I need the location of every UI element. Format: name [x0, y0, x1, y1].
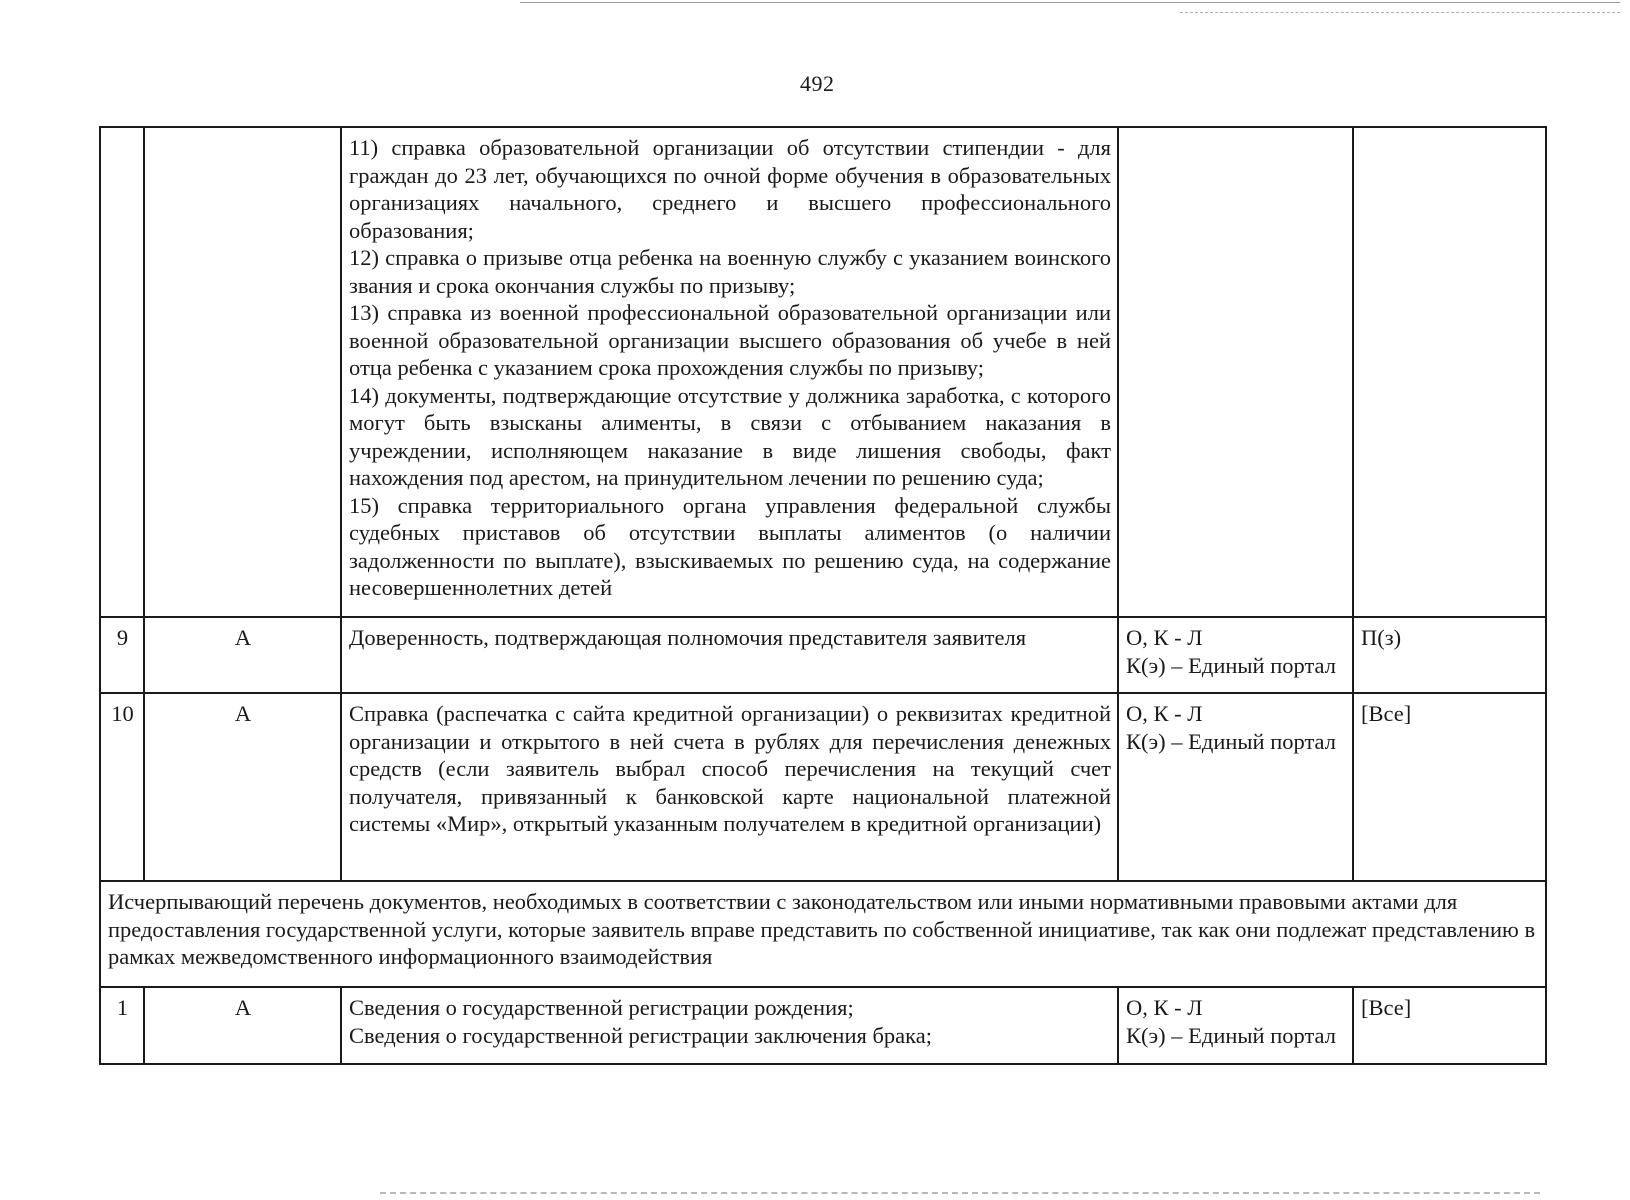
cell-result: [Все]	[1353, 987, 1546, 1064]
table-row	[100, 987, 1546, 1064]
list-item: 13) справка из военной профессиональной образовательной организации или военной образовательной организации высшего образования об учебе в ней отца ребенка с указанием срока прохождения службы по призыву;	[349, 300, 1111, 380]
form-line: О, К - Л	[1126, 625, 1203, 650]
cell-category: А	[144, 693, 341, 881]
scan-edge-top-dashed	[1180, 12, 1620, 13]
form-line: К(э) – Единый портал	[1126, 728, 1336, 754]
cell-num: 9	[100, 617, 144, 693]
table-row	[100, 693, 1546, 881]
document-line: Сведения о государственной регистрации рождения;	[349, 995, 854, 1020]
cell-category-empty	[144, 127, 341, 617]
form-line: К(э) – Единый портал	[1126, 652, 1336, 678]
cell-num: 1	[100, 987, 144, 1064]
list-item: 11) справка образовательной организации об отсутствии стипендии - для граждан до 23 лет, обучающихся по очной форме обучения в образовательных организациях начального, среднего и высшего профессионального образования;	[349, 135, 1111, 243]
cell-category: А	[144, 987, 341, 1064]
cell-form	[1118, 987, 1353, 1064]
cell-category: А	[144, 617, 341, 693]
cell-num: 10	[100, 693, 144, 881]
list-item: 12) справка о призыве отца ребенка на военную службу с указанием воинского звания и срока окончания службы по призыву;	[349, 245, 1111, 298]
document-text: Доверенность, подтверждающая полномочия представителя заявителя	[349, 625, 1027, 650]
table-row	[100, 617, 1546, 693]
section-header: Исчерпывающий перечень документов, необходимых в соответствии с законодательством или иными нормативными правовыми актами для предоставления государственной услуги, которые заявитель вправе представить по собственной инициативе, так как они подлежат представлению в рамках межведомственного информационного взаимодействия	[100, 881, 1546, 987]
cell-form	[1118, 617, 1353, 693]
cell-form	[1118, 693, 1353, 881]
cell-document-list	[341, 127, 1118, 617]
cell-document	[341, 693, 1118, 881]
page-number: 492	[800, 71, 835, 96]
cell-result: П(з)	[1353, 617, 1546, 693]
cell-document	[341, 987, 1118, 1064]
cell-document	[341, 617, 1118, 693]
list-item: 15) справка территориального органа управления федеральной службы судебных приставов об отсутствии выплаты алиментов (о наличии задолженности по выплате), взыскиваемых по решению суда, на содержание несовершеннолетних детей	[349, 492, 1111, 600]
form-line: О, К - Л	[1126, 701, 1203, 726]
list-item: 14) документы, подтверждающие отсутствие у должника заработка, с которого могут быть взысканы алименты, в связи с отбыванием наказания в учреждении, исполняющем наказание в виде лишения свободы, факт нахождения под арестом, на принудительном лечении по решению суда;	[349, 382, 1111, 490]
form-line: О, К - Л	[1126, 995, 1203, 1020]
cell-result: [Все]	[1353, 693, 1546, 881]
table-section-row	[100, 881, 1546, 987]
cell-result-empty	[1353, 127, 1546, 617]
documents-table	[99, 126, 1547, 1065]
document-line: Сведения о государственной регистрации заключения брака;	[349, 1022, 932, 1048]
form-line: К(э) – Единый портал	[1126, 1022, 1336, 1048]
document-text: Справка (распечатка с сайта кредитной организации) о реквизитах кредитной организации и открытого в ней счета в рублях для перечисления денежных средств (если заявитель выбрал способ перечисления на текущий счет получателя, привязанный к банковской карте национальной платежной системы «Мир», открытый указанным получателем в кредитной организации)	[349, 701, 1111, 836]
scan-edge-top	[520, 2, 1620, 3]
scan-edge-bottom	[380, 1192, 1540, 1194]
cell-num-empty	[100, 127, 144, 617]
cell-form-empty	[1118, 127, 1353, 617]
table-row-continued	[100, 127, 1546, 617]
